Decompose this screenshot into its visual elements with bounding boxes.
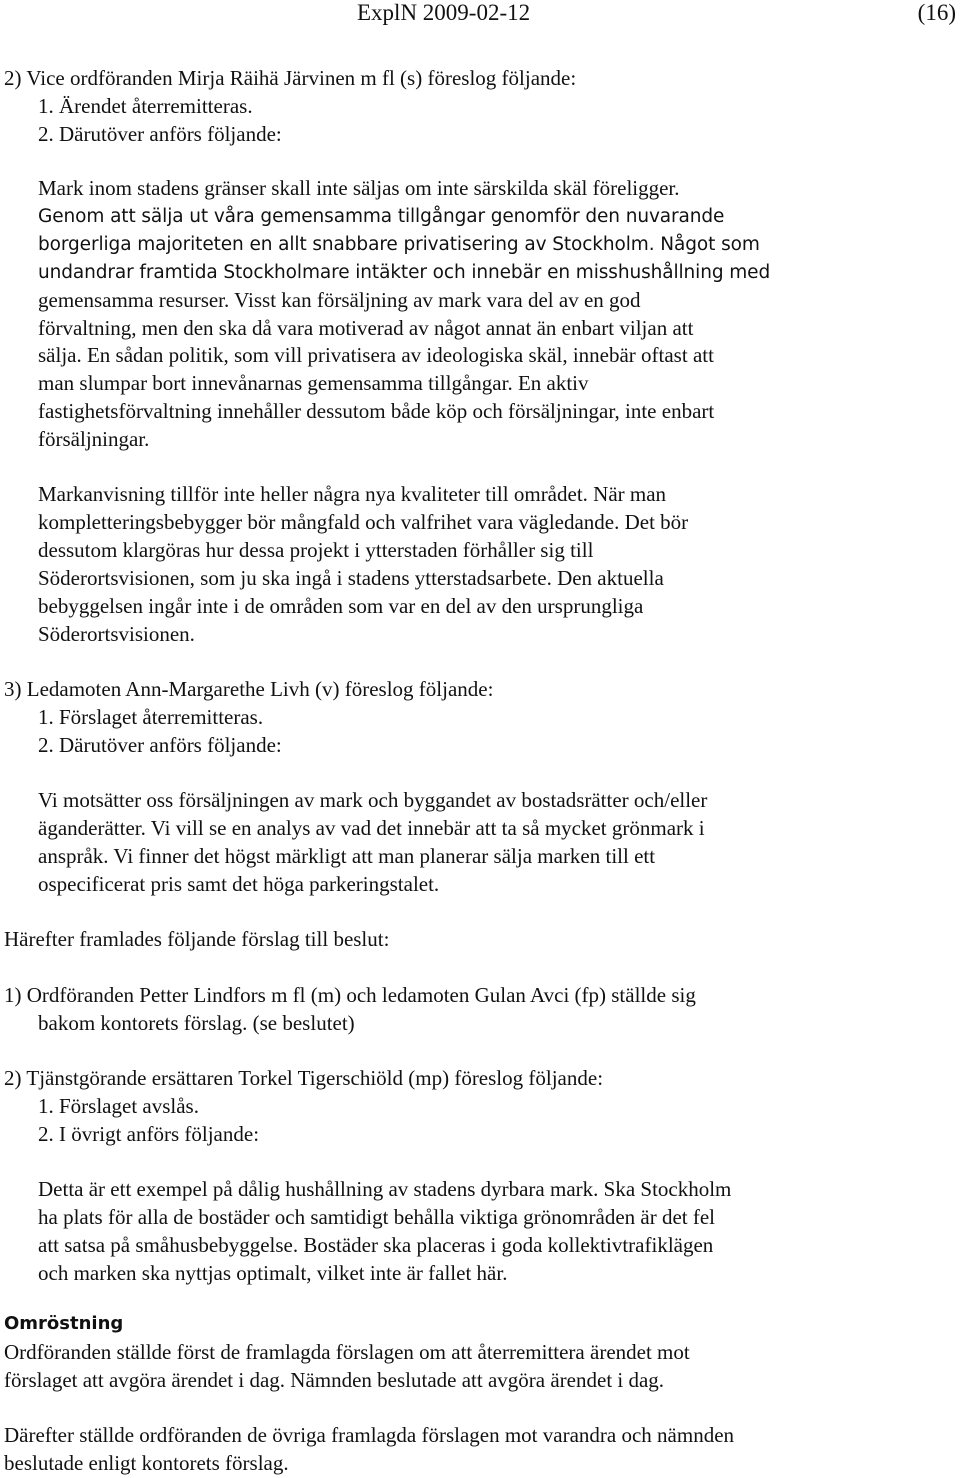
vote-heading-block: [4, 1310, 123, 1338]
transition-text: Härefter framlades följande förslag till beslut:: [4, 927, 390, 951]
text-line: Detta är ett exempel på dålig hushållning av stadens dyrbara mark. Ska Stockholm: [38, 1177, 732, 1201]
page-number: (16): [917, 0, 956, 25]
proposal-2-body-2: [38, 481, 688, 648]
text-line: undandrar framtida Stockholmare intäkter och innebär en misshushållning med: [38, 261, 771, 283]
proposal-3-item-1: 1. Förslaget återremitteras.: [38, 705, 264, 729]
proposal-2-intro-block: [4, 65, 576, 93]
text-line: försäljningar.: [38, 427, 150, 452]
text-line: Ordföranden ställde först de framlagda förslagen om att återremittera ärendet mot: [4, 1340, 690, 1364]
text-line: borgerliga majoriteten en allt snabbare privatisering av Stockholm. Något som: [38, 233, 760, 255]
text-line: sälja. En sådan politik, som vill privatisera av ideologiska skäl, innebär oftast att: [38, 343, 714, 368]
text-line: äganderätter. Vi vill se en analys av vad det innebär att ta så mycket grönmark i: [38, 815, 705, 840]
text-line: förslaget att avgöra ärendet i dag. Nämnden beslutade att avgöra ärendet i dag.: [4, 1367, 665, 1392]
text-line: kompletteringsbebygger bör mångfald och valfrihet vara vägledande. Det bör: [38, 509, 689, 534]
vote-paragraph-2: [4, 1422, 734, 1478]
text-line: man slumpar bort innevånarnas gemensamma tillgångar. En aktiv: [38, 371, 589, 396]
page-header: [0, 0, 960, 28]
proposal-2-body-1: [38, 175, 770, 454]
decision-proposal-2-body: [38, 1176, 731, 1288]
text-line: Markanvisning tillför inte heller några nya kvaliteter till området. När man: [38, 482, 667, 506]
text-line: beslutade enligt kontorets förslag.: [4, 1450, 289, 1475]
proposal-2-item-2: 2. Därutöver anförs följande:: [38, 121, 282, 146]
decision-proposal-2-item-1: 1. Förslaget avslås.: [38, 1094, 199, 1118]
proposal-3-intro: 3) Ledamoten Ann-Margarethe Livh (v) föreslog följande:: [4, 677, 494, 701]
proposal-2-items: [38, 93, 282, 149]
text-line: fastighetsförvaltning innehåller dessutom både köp och försäljningar, inte enbart: [38, 399, 715, 424]
text-line: Vi motsätter oss försäljningen av mark och byggandet av bostadsrätter och/eller: [38, 788, 708, 812]
decision-proposal-2-intro-block: [4, 1065, 603, 1093]
text-line: ha plats för alla de bostäder och samtidigt behålla viktiga grönområden är det fel: [38, 1204, 716, 1229]
transition-text-block: [4, 926, 389, 954]
text-line: och marken ska nyttjas optimalt, vilket inte är fallet här.: [38, 1260, 508, 1285]
text-line: förvaltning, men den ska då vara motiverad av något annat än enbart viljan att: [38, 315, 694, 340]
decision-proposal-1: [4, 982, 696, 1010]
decision-proposal-2-intro: 2) Tjänstgörande ersättaren Torkel Tigerschiöld (mp) föreslog följande:: [4, 1066, 604, 1090]
text-line: ospecificerat pris samt det höga parkeringstalet.: [38, 871, 440, 896]
text-line: gemensamma resurser. Visst kan försäljning av mark vara del av en god: [38, 287, 641, 312]
text-line: 1) Ordföranden Petter Lindfors m fl (m) och ledamoten Gulan Avci (fp) ställde sig: [4, 983, 696, 1007]
proposal-2-item-1: 1. Ärendet återremitteras.: [38, 94, 253, 118]
text-line: dessutom klargöras hur dessa projekt i ytterstaden förhåller sig till: [38, 537, 594, 562]
vote-heading: Omröstning: [4, 1313, 124, 1334]
proposal-3-items: [38, 704, 282, 760]
proposal-3-item-2: 2. Därutöver anförs följande:: [38, 732, 282, 757]
text-line: Söderortsvisionen, som ju ska ingå i stadens ytterstadsarbete. Den aktuella: [38, 565, 664, 590]
header-title: ExplN 2009-02-12: [357, 0, 531, 25]
decision-proposal-2-item-2: 2. I övrigt anförs följande:: [38, 1121, 260, 1146]
text-line: Mark inom stadens gränser skall inte säljas om inte särskilda skäl föreligger.: [38, 176, 680, 200]
proposal-3-intro-block: [4, 676, 493, 704]
text-line: att satsa på småhusbebyggelse. Bostäder ska placeras i goda kollektivtrafiklägen: [38, 1232, 714, 1257]
decision-proposal-1-cont: [38, 1010, 355, 1038]
proposal-3-body: [38, 787, 707, 899]
vote-paragraph-1: [4, 1339, 690, 1395]
text-line: anspråk. Vi finner det högst märkligt att man planerar sälja marken till ett: [38, 843, 656, 868]
text-line: Genom att sälja ut våra gemensamma tillgångar genomför den nuvarande: [38, 205, 725, 227]
proposal-2-intro: 2) Vice ordföranden Mirja Räihä Järvinen m fl (s) föreslog följande:: [4, 66, 577, 90]
text-line: bakom kontorets förslag. (se beslutet): [38, 1011, 355, 1035]
text-line: Söderortsvisionen.: [38, 621, 195, 646]
decision-proposal-2-items: [38, 1093, 259, 1149]
text-line: bebyggelsen ingår inte i de områden som var en del av den ursprungliga: [38, 593, 644, 618]
text-line: Därefter ställde ordföranden de övriga framlagda förslagen mot varandra och nämnden: [4, 1423, 735, 1447]
